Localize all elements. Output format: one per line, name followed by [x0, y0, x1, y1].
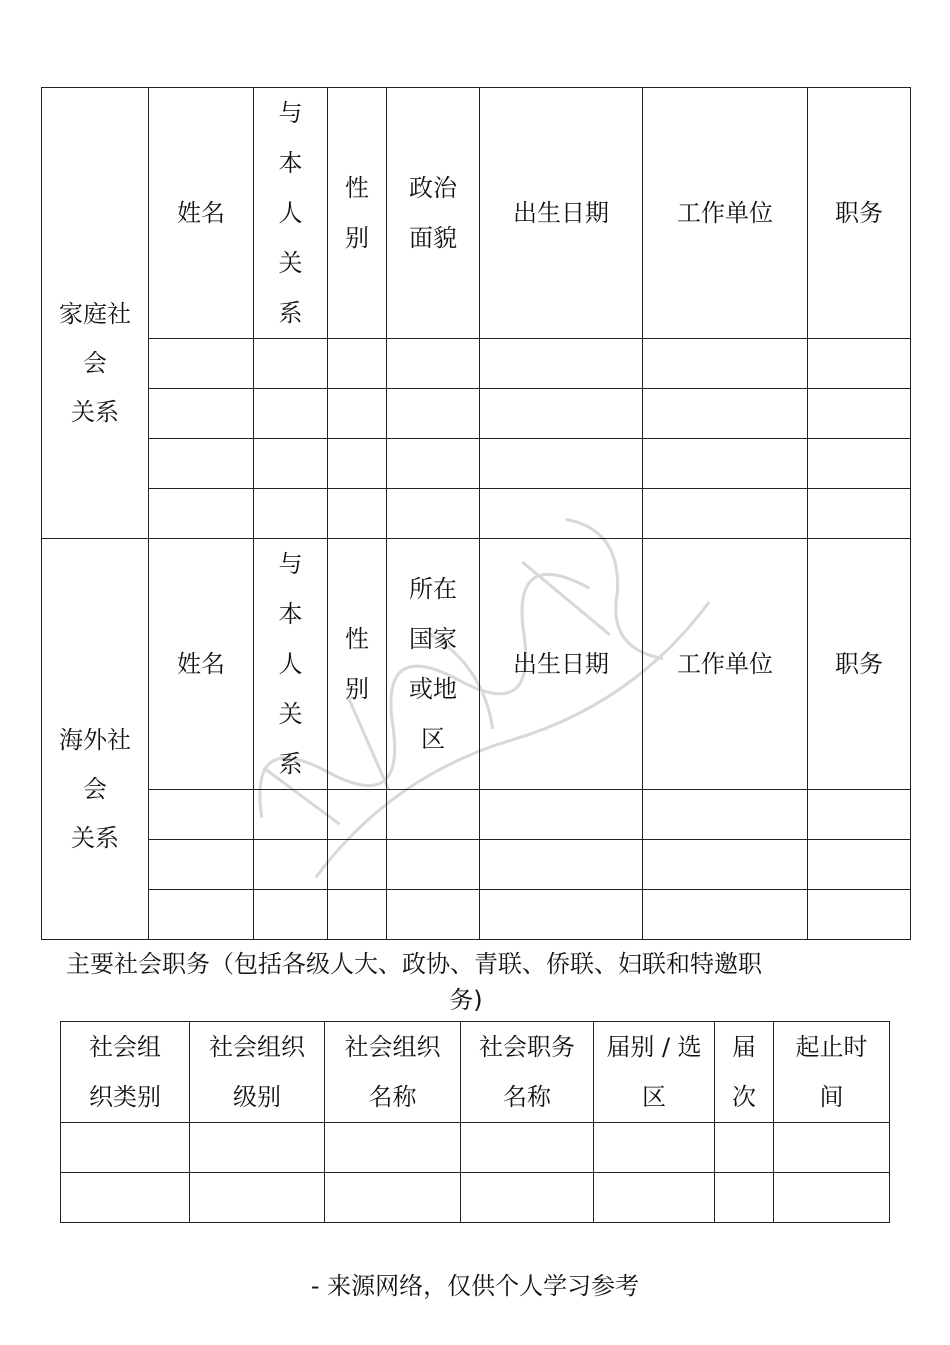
header-gender: 性 别: [328, 539, 387, 790]
header-relationship: 与 本 人 关 系: [254, 539, 328, 790]
social-roles-title: 主要社会职务（包括各级人大、政协、青联、侨联、妇联和特邀职 务): [66, 950, 762, 1014]
family-relations-table: [41, 87, 911, 539]
header-period: 起止时 间: [774, 1022, 890, 1123]
header-org-name: 社会组织 名称: [325, 1022, 461, 1123]
table-row: [61, 1123, 890, 1173]
header-org-type: 社会组 织类别: [61, 1022, 190, 1123]
header-name: 姓名: [149, 539, 254, 790]
header-name: 姓名: [149, 88, 254, 339]
header-session: 届 次: [715, 1022, 774, 1123]
table-row: [42, 389, 911, 439]
header-birth-date: 出生日期: [480, 88, 643, 339]
header-org-level: 社会组织 级别: [190, 1022, 325, 1123]
header-birth-date: 出生日期: [480, 539, 643, 790]
header-country-region: 所在 国家 或地 区: [387, 539, 480, 790]
header-political-status: 政治 面貌: [387, 88, 480, 339]
table-row: [42, 840, 911, 890]
header-employer: 工作单位: [643, 88, 808, 339]
header-position: 职务: [808, 539, 911, 790]
header-term-district: 届别 / 选 区: [594, 1022, 715, 1123]
header-gender: 性 别: [328, 88, 387, 339]
table-row: [42, 790, 911, 840]
footer-note: - 来源网络，仅供个人学习参考: [310, 1272, 640, 1300]
family-section-label: 家庭社 会 关系: [42, 88, 149, 539]
header-employer: 工作单位: [643, 539, 808, 790]
table-row: [42, 339, 911, 389]
header-position: 职务: [808, 88, 911, 339]
table-row: [61, 1173, 890, 1223]
table-row: [42, 890, 911, 940]
table-row: [42, 489, 911, 539]
overseas-relations-table: [41, 538, 911, 940]
header-relationship: 与 本 人 关 系: [254, 88, 328, 339]
table-row: [42, 439, 911, 489]
social-roles-table: [60, 1021, 890, 1223]
overseas-section-label: 海外社 会 关系: [42, 539, 149, 940]
header-role-name: 社会职务 名称: [461, 1022, 594, 1123]
